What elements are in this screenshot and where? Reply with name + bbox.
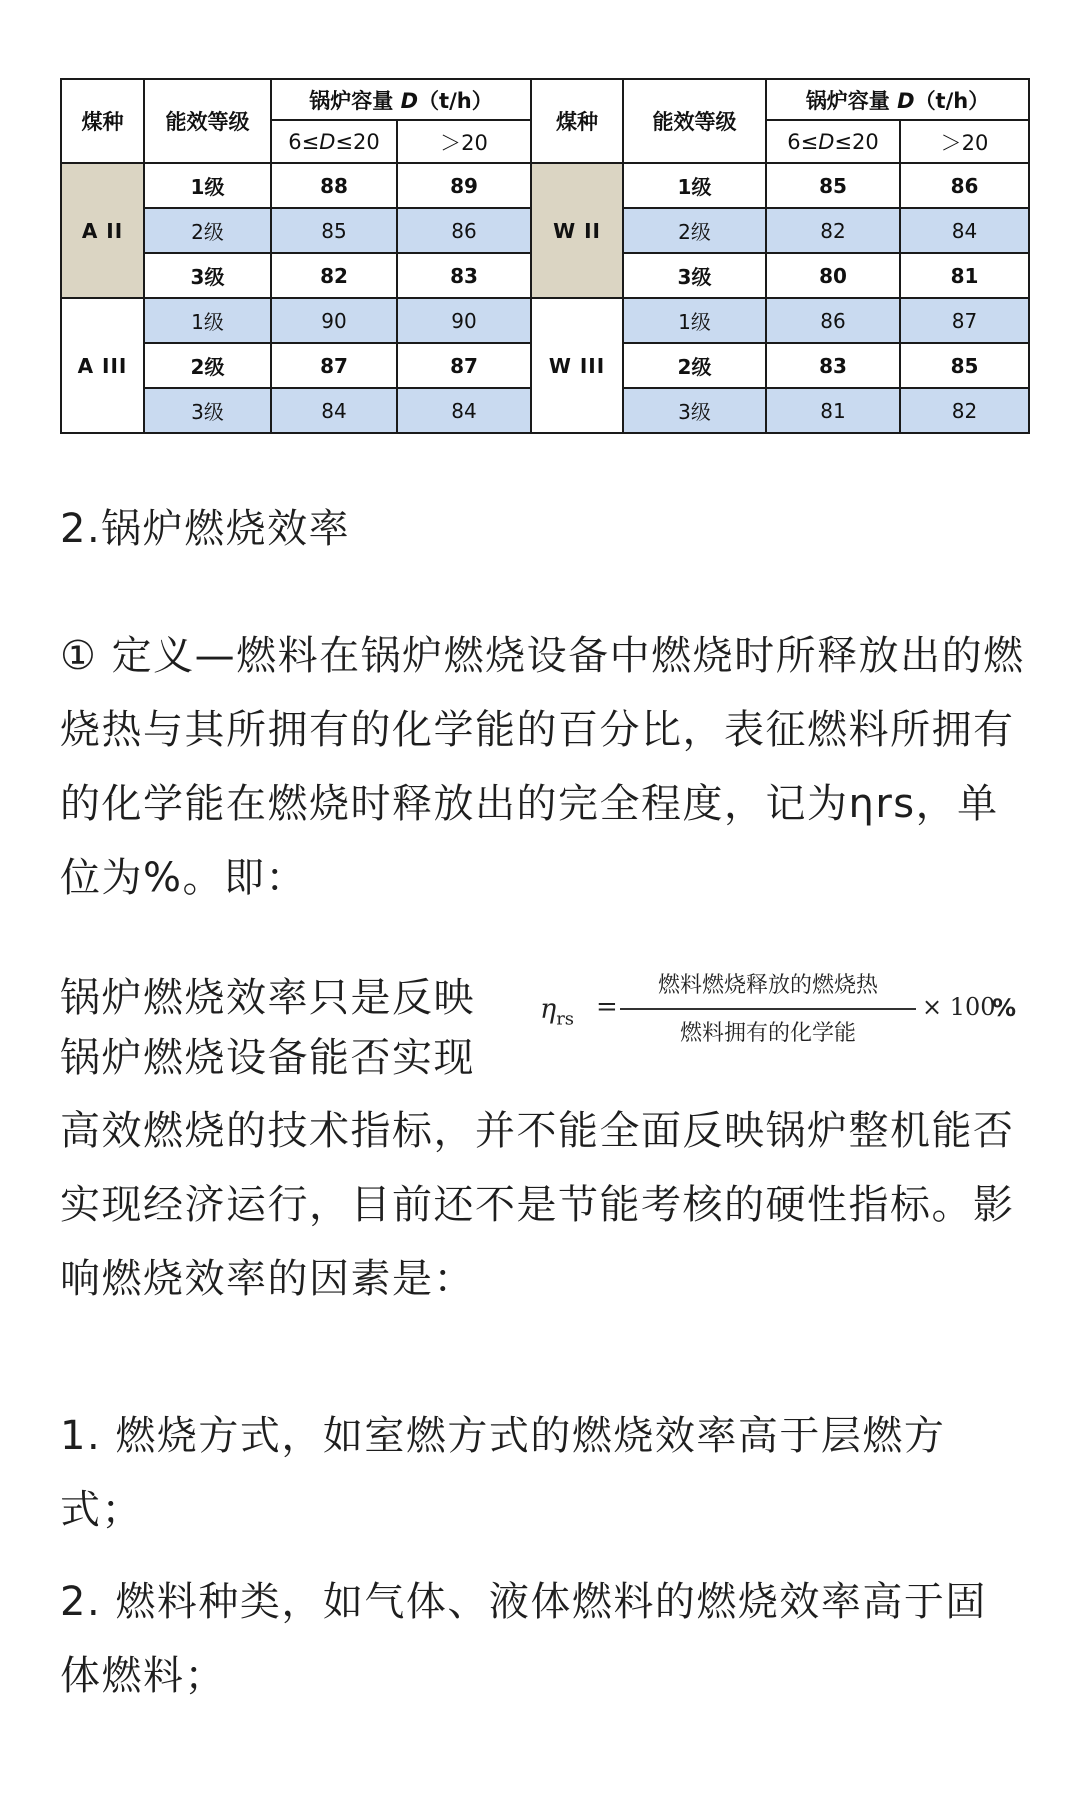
grade-cell: 3级 bbox=[623, 253, 766, 298]
capacity-range-large: ＞20 bbox=[397, 120, 531, 163]
value-cell: 89 bbox=[397, 163, 531, 208]
formula-percent: % bbox=[992, 994, 1017, 1022]
grade-cell: 1级 bbox=[144, 298, 271, 343]
value-cell: 83 bbox=[397, 253, 531, 298]
table-row bbox=[61, 298, 1029, 343]
formula-equals: = bbox=[596, 992, 618, 1022]
coal-type-cell: W III bbox=[531, 298, 623, 433]
value-cell: 84 bbox=[271, 388, 397, 433]
grade-cell: 2级 bbox=[144, 343, 271, 388]
value-cell: 87 bbox=[900, 298, 1029, 343]
grade-cell: 2级 bbox=[623, 208, 766, 253]
efficiency-table bbox=[60, 78, 1030, 434]
formula-denominator: 燃料拥有的化学能 bbox=[679, 1021, 856, 1046]
value-cell: 81 bbox=[766, 388, 900, 433]
grade-cell: 1级 bbox=[623, 163, 766, 208]
capacity-range-large-right: ＞20 bbox=[900, 120, 1029, 163]
table-header-row bbox=[61, 79, 1029, 120]
value-cell: 82 bbox=[900, 388, 1029, 433]
coal-header-right: 煤种 bbox=[531, 79, 623, 163]
table-row bbox=[61, 163, 1029, 208]
definition-paragraph: ① 定义—燃料在锅炉燃烧设备中燃烧时所释放出的燃烧热与其所拥有的化学能的百分比，表征燃料所拥有的化学能在燃烧时释放出的完全程度，记为ηrs，单位为%。即： bbox=[60, 633, 1025, 901]
grade-cell: 3级 bbox=[144, 388, 271, 433]
value-cell: 86 bbox=[900, 163, 1029, 208]
value-cell: 85 bbox=[271, 208, 397, 253]
value-cell: 87 bbox=[397, 343, 531, 388]
coal-type-cell: W II bbox=[531, 163, 623, 298]
coal-type-cell: A II bbox=[61, 163, 144, 298]
grade-cell: 2级 bbox=[144, 208, 271, 253]
grade-cell: 3级 bbox=[623, 388, 766, 433]
value-cell: 85 bbox=[766, 163, 900, 208]
value-cell: 90 bbox=[271, 298, 397, 343]
formula-numerator: 燃料燃烧释放的燃烧热 bbox=[657, 973, 878, 998]
efficiency-formula bbox=[540, 966, 1020, 1056]
value-cell: 88 bbox=[271, 163, 397, 208]
efficiency-intro-line-1: 锅炉燃烧效率只是反映 bbox=[60, 975, 475, 1021]
efficiency-table-wrapper bbox=[60, 78, 1028, 434]
value-cell: 86 bbox=[766, 298, 900, 343]
value-cell: 82 bbox=[766, 208, 900, 253]
efficiency-intro-line-2: 锅炉燃烧设备能否实现 bbox=[60, 1035, 475, 1081]
grade-cell: 2级 bbox=[623, 343, 766, 388]
capacity-header: 锅炉容量 D（t/h） bbox=[271, 79, 531, 120]
capacity-range-small-right: 6≤D≤20 bbox=[766, 120, 900, 163]
section-title: 2.锅炉燃烧效率 bbox=[60, 506, 351, 552]
value-cell: 81 bbox=[900, 253, 1029, 298]
value-cell: 90 bbox=[397, 298, 531, 343]
formula-fraction-bar bbox=[620, 1008, 916, 1010]
coal-type-cell: A III bbox=[61, 298, 144, 433]
value-cell: 80 bbox=[766, 253, 900, 298]
formula-times-100: × 100 bbox=[922, 993, 996, 1021]
grade-header-right: 能效等级 bbox=[623, 79, 766, 163]
capacity-header-right: 锅炉容量 D（t/h） bbox=[766, 79, 1029, 120]
value-cell: 84 bbox=[397, 388, 531, 433]
capacity-range-small: 6≤D≤20 bbox=[271, 120, 397, 163]
value-cell: 87 bbox=[271, 343, 397, 388]
formula-eta-symbol: $\eta_{rs}$ bbox=[540, 994, 575, 1030]
grade-header: 能效等级 bbox=[144, 79, 271, 163]
coal-header: 煤种 bbox=[61, 79, 144, 163]
value-cell: 83 bbox=[766, 343, 900, 388]
factor-list-item: 2. 燃料种类，如气体、液体燃料的燃烧效率高于固体燃料； bbox=[60, 1579, 987, 1699]
value-cell: 82 bbox=[271, 253, 397, 298]
grade-cell: 1级 bbox=[623, 298, 766, 343]
value-cell: 86 bbox=[397, 208, 531, 253]
value-cell: 85 bbox=[900, 343, 1029, 388]
efficiency-description-paragraph: 高效燃烧的技术指标，并不能全面反映锅炉整机能否实现经济运行，目前还不是节能考核的硬性指标。影响燃烧效率的因素是： bbox=[60, 1108, 1015, 1302]
value-cell: 84 bbox=[900, 208, 1029, 253]
factor-list-item: 1. 燃烧方式，如室燃方式的燃烧效率高于层燃方式； bbox=[60, 1413, 946, 1533]
grade-cell: 3级 bbox=[144, 253, 271, 298]
grade-cell: 1级 bbox=[144, 163, 271, 208]
